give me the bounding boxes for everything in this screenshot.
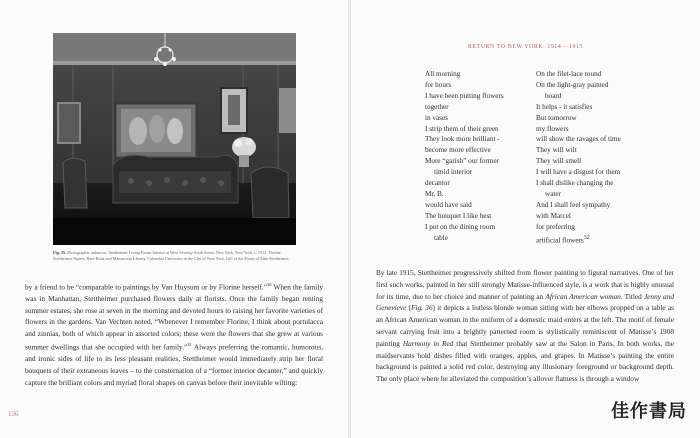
poem-line: I will have a disgust for them	[536, 168, 621, 177]
page-number: 136	[8, 410, 19, 418]
poem-line: with Marcel	[536, 211, 571, 220]
poem-line: together	[425, 102, 449, 111]
poem-line: They look more brilliant -	[425, 135, 500, 144]
poem-line: water	[545, 189, 561, 198]
poem-line: decantor	[425, 179, 450, 188]
poem-line: I shall dislike changing the	[536, 179, 614, 188]
poem-line: On the light-gray painted	[536, 80, 609, 89]
poem-line: board	[545, 91, 562, 100]
left-page	[0, 0, 349, 438]
poem-line: artificial flowers$^{32}$	[536, 234, 590, 244]
caption-text: Photographer unknown, Stettheimer Living Room Interior at West Seventy-Sixth Street, New York, New York, c. 1914. Florine Stettheimer Papers, Rare Book and Manuscript Library, Columbia University in the City of New York. Gift of the Estate of Ettie Stettheimer.	[53, 250, 290, 261]
poem-line: I put on the dining room	[425, 222, 496, 231]
running-head: RETURN TO NEW YORK: 1914 – 1915	[467, 44, 583, 50]
poem-line: On the filet-lace round	[536, 70, 602, 78]
interior-photograph	[53, 33, 296, 245]
poem-line: my flowers	[536, 124, 569, 133]
poem-line: But tomorrow	[536, 113, 577, 122]
poem-line: timid interior	[434, 168, 473, 177]
poem-line: Mr. B.	[425, 189, 444, 198]
poem-line: All morning	[425, 70, 461, 78]
poem-line: It helps - it satisfies	[536, 102, 593, 111]
right-body-text: By late 1915, Stettheimer progressively shifted from flower painting to figural narratives. One of her first such works, painted in her still strongly Matisse-influenced style, is a work that is highly unusual for its time, due to her choice and manner of painting an African American woman. Titled Jenny and Genevieve (Fig. 36) it depicts a listless blonde woman sitting with her elbows propped on a table as an African American woman in the uniform of a domestic maid enters at the left. The motif of female servant carrying fruit into a brightly patterned room is stylistically reminiscent of Matisse’s 1908 painting Harmony in Red that Stettheimer probably saw at the Salon in Paris. In both works, the maidservants hold dishes filled with oranges, apples, and grapes. In Matisse’s painting the entire background is painted a solid red color, destroying any illusionary foreground or background depth. The only place where he alleviated the composition’s allover flatness is through a window	[376, 268, 675, 384]
left-body-text: by a friend to be “comparable to paintings by Van Huysum or by Florine herself.”$^{30}$ When the family was in Manhattan, Stettheimer purchased flowers daily at florists. Once the family began renting summer estates, she rose at seven in the morning and devoted hours to raising her favorite varieties of flowers in the gardens. Van Vechten noted, “Whenever I remember Florine, I think about portulacca and zinnias, both of which appear in assorted colors; these were the flowers that she grew at various summer dwellings that she occupied with her family.”$^{31}$ Always preferring the romantic, humorous, and ironic sides of life to its less pleasant realities, Stettheimer would immediately strip her floral bouquets of their extraneous leaves – to the consternation of a “former interior decanter,” and quickly capture the brilliant colors and myriad floral shapes on canvas before their inevitable wilting:	[25, 282, 324, 387]
poem-column-left	[425, 69, 504, 244]
caption-label: Fig. 35.	[53, 250, 67, 255]
poem-line: And I shall feel sympathy	[536, 200, 611, 209]
poem-line: in vases	[425, 113, 448, 122]
poem-line: would have said	[425, 200, 472, 209]
publisher-watermark: 佳作書局	[611, 401, 687, 422]
poem-line: table	[434, 233, 448, 242]
poem-line: for hours	[425, 80, 452, 89]
right-page	[351, 0, 700, 438]
poem-line: The bouquet I like best	[425, 211, 492, 220]
poem-line: for preferring	[536, 222, 575, 231]
poem-line: I strip them of their green	[425, 124, 499, 133]
poem-column-right	[536, 69, 621, 246]
poem-line: will show the ravages of time	[536, 135, 621, 144]
poem-line: More “garish” our former	[425, 157, 500, 166]
poem-line: They will wilt	[536, 146, 577, 155]
poem-line: I have been putting flowers	[425, 91, 504, 100]
poem-line: They will smell	[536, 157, 582, 166]
poem-line: become more effective	[425, 146, 491, 155]
photo-caption	[53, 250, 296, 261]
